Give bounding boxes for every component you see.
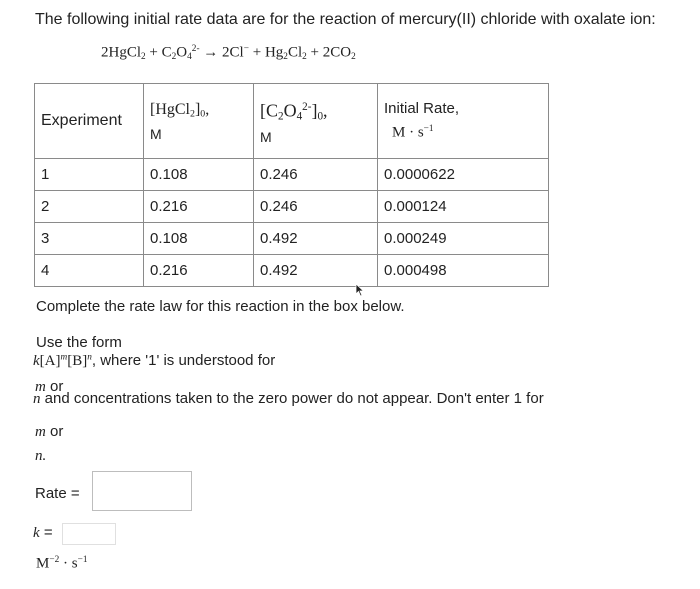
cell-experiment: 3 xyxy=(35,223,144,255)
question-intro: The following initial rate data are for the reaction of mercury(II) chloride with oxalate ion: xyxy=(35,11,656,28)
instruction-m-or-2: m or xyxy=(35,423,64,440)
cell-rate: 0.000249 xyxy=(378,223,549,255)
cell-rate: 0.000498 xyxy=(378,255,549,287)
table-row xyxy=(35,191,549,223)
k-value-input[interactable] xyxy=(62,523,116,545)
header-hgcl2: $[HgCl_2]_0$, M xyxy=(144,84,254,159)
instruction-use-form: Use the form xyxy=(36,334,122,351)
instruction-complete: Complete the rate law for this reaction in the box below. xyxy=(36,298,405,315)
instruction-n-line: n and concentrations taken to the zero power do not appear. Don't enter 1 for xyxy=(33,390,544,407)
cell-hgcl2: 0.108 xyxy=(144,223,254,255)
reaction-equation: 2HgCl$_2$ + $C_2O_4^{2-} \to 2Cl^- + Hg_2Cl_2 + 2CO_2$ xyxy=(101,44,356,62)
k-unit: $M^{-2} \cdot s^{-1}$ xyxy=(36,555,88,572)
cell-experiment: 1 xyxy=(35,159,144,191)
cell-rate: 0.000124 xyxy=(378,191,549,223)
instruction-n-end: n. xyxy=(35,448,47,464)
cell-experiment: 2 xyxy=(35,191,144,223)
instruction-form: $k[A]^m[B]^n$, where '1' is understood for xyxy=(33,352,276,369)
cell-c2o4: 0.492 xyxy=(254,223,378,255)
cell-rate: 0.0000622 xyxy=(378,159,549,191)
rate-label: Rate = xyxy=(35,485,80,502)
header-c2o4: $[C_2O_4^{2-}]_0$, M xyxy=(254,84,378,159)
cell-experiment: 4 xyxy=(35,255,144,287)
rate-law-input[interactable] xyxy=(92,471,192,511)
cell-c2o4: 0.246 xyxy=(254,191,378,223)
table-row xyxy=(35,159,549,191)
instruction-m-or: m or xyxy=(35,378,64,395)
header-initial-rate: Initial Rate, $M \cdot s^{-1}$ xyxy=(378,84,549,159)
table-row xyxy=(35,255,549,287)
header-experiment: Experiment xyxy=(35,84,144,159)
table-row xyxy=(35,223,549,255)
table-header-row xyxy=(35,84,549,159)
initial-rate-table xyxy=(34,83,549,287)
cell-c2o4: 0.246 xyxy=(254,159,378,191)
cell-c2o4: 0.492 xyxy=(254,255,378,287)
cell-hgcl2: 0.216 xyxy=(144,191,254,223)
cell-hgcl2: 0.108 xyxy=(144,159,254,191)
cell-hgcl2: 0.216 xyxy=(144,255,254,287)
k-label: k = xyxy=(33,524,53,541)
